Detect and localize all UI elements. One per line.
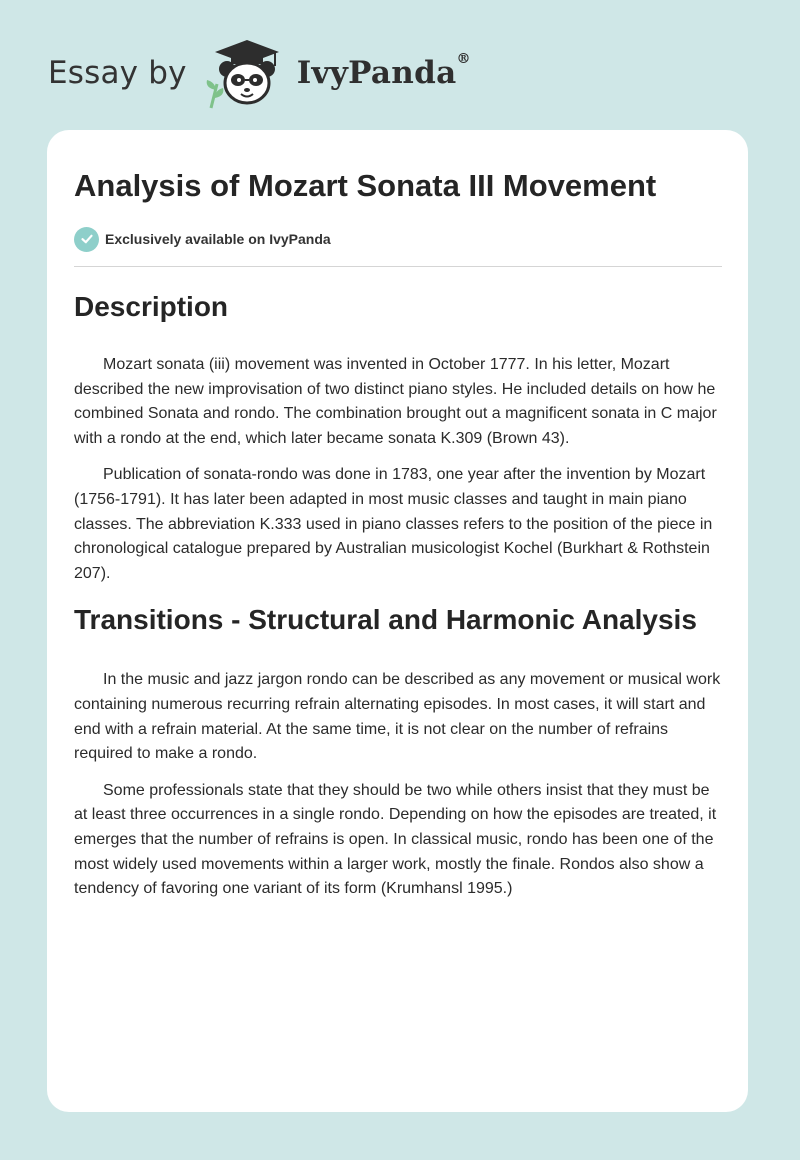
paragraph: Some professionals state that they should be two while others insist that they must be at least three occurrences in a single rondo. Depending on how the episodes are treated, it emerges that the number of refrains is open. In classical music, rondo has been one of the most widely used movements within a larger work, mostly the finale. Rondos also show a tendency of favoring one variant of its form (Krumhansl 1995.) [74,781,717,898]
section-heading-transitions: Transitions - Structural and Harmonic Analysis [74,604,697,636]
divider [74,266,722,267]
page-title: Analysis of Mozart Sonata III Movement [74,168,657,203]
check-circle-icon [74,227,99,252]
badge-label: Exclusively available on IvyPanda [105,231,331,247]
paragraph: Publication of sonata-rondo was done in 1783, one year after the invention by Mozart (1756-1791). It has later been adapted in most music classes and taught in main piano classes. The abbreviation K.333 used in piano classes refers to the position of the piece in chronological catalogue prepared by Australian musicologist Kochel (Burkhart & Rothstein 207). [74,466,713,582]
brand-name: IvyPanda® [296,51,471,91]
brand-prefix: Essay by [48,55,187,91]
essay-card [47,130,748,1112]
section-heading-description: Description [74,291,229,322]
paragraph: Mozart sonata (iii) movement was invented in October 1777. In his letter, Mozart described the new improvisation of two distinct piano styles. He included details on how he combined Sonata and rondo. The combination brought out a magnificent sonata in C major with a rondo at the end, which later became sonata K.309 (Brown 43). [74,356,717,447]
panda-graduate-logo-icon [201,36,293,110]
paragraph: In the music and jazz jargon rondo can be described as any movement or musical work containing numerous recurring refrain alternating episodes. In most cases, it will start and end with a refrain material. At the same time, it is not clear on the number of refrains required to make a rondo. [74,671,721,763]
site-brand[interactable] [48,36,471,110]
exclusive-badge [74,226,722,252]
